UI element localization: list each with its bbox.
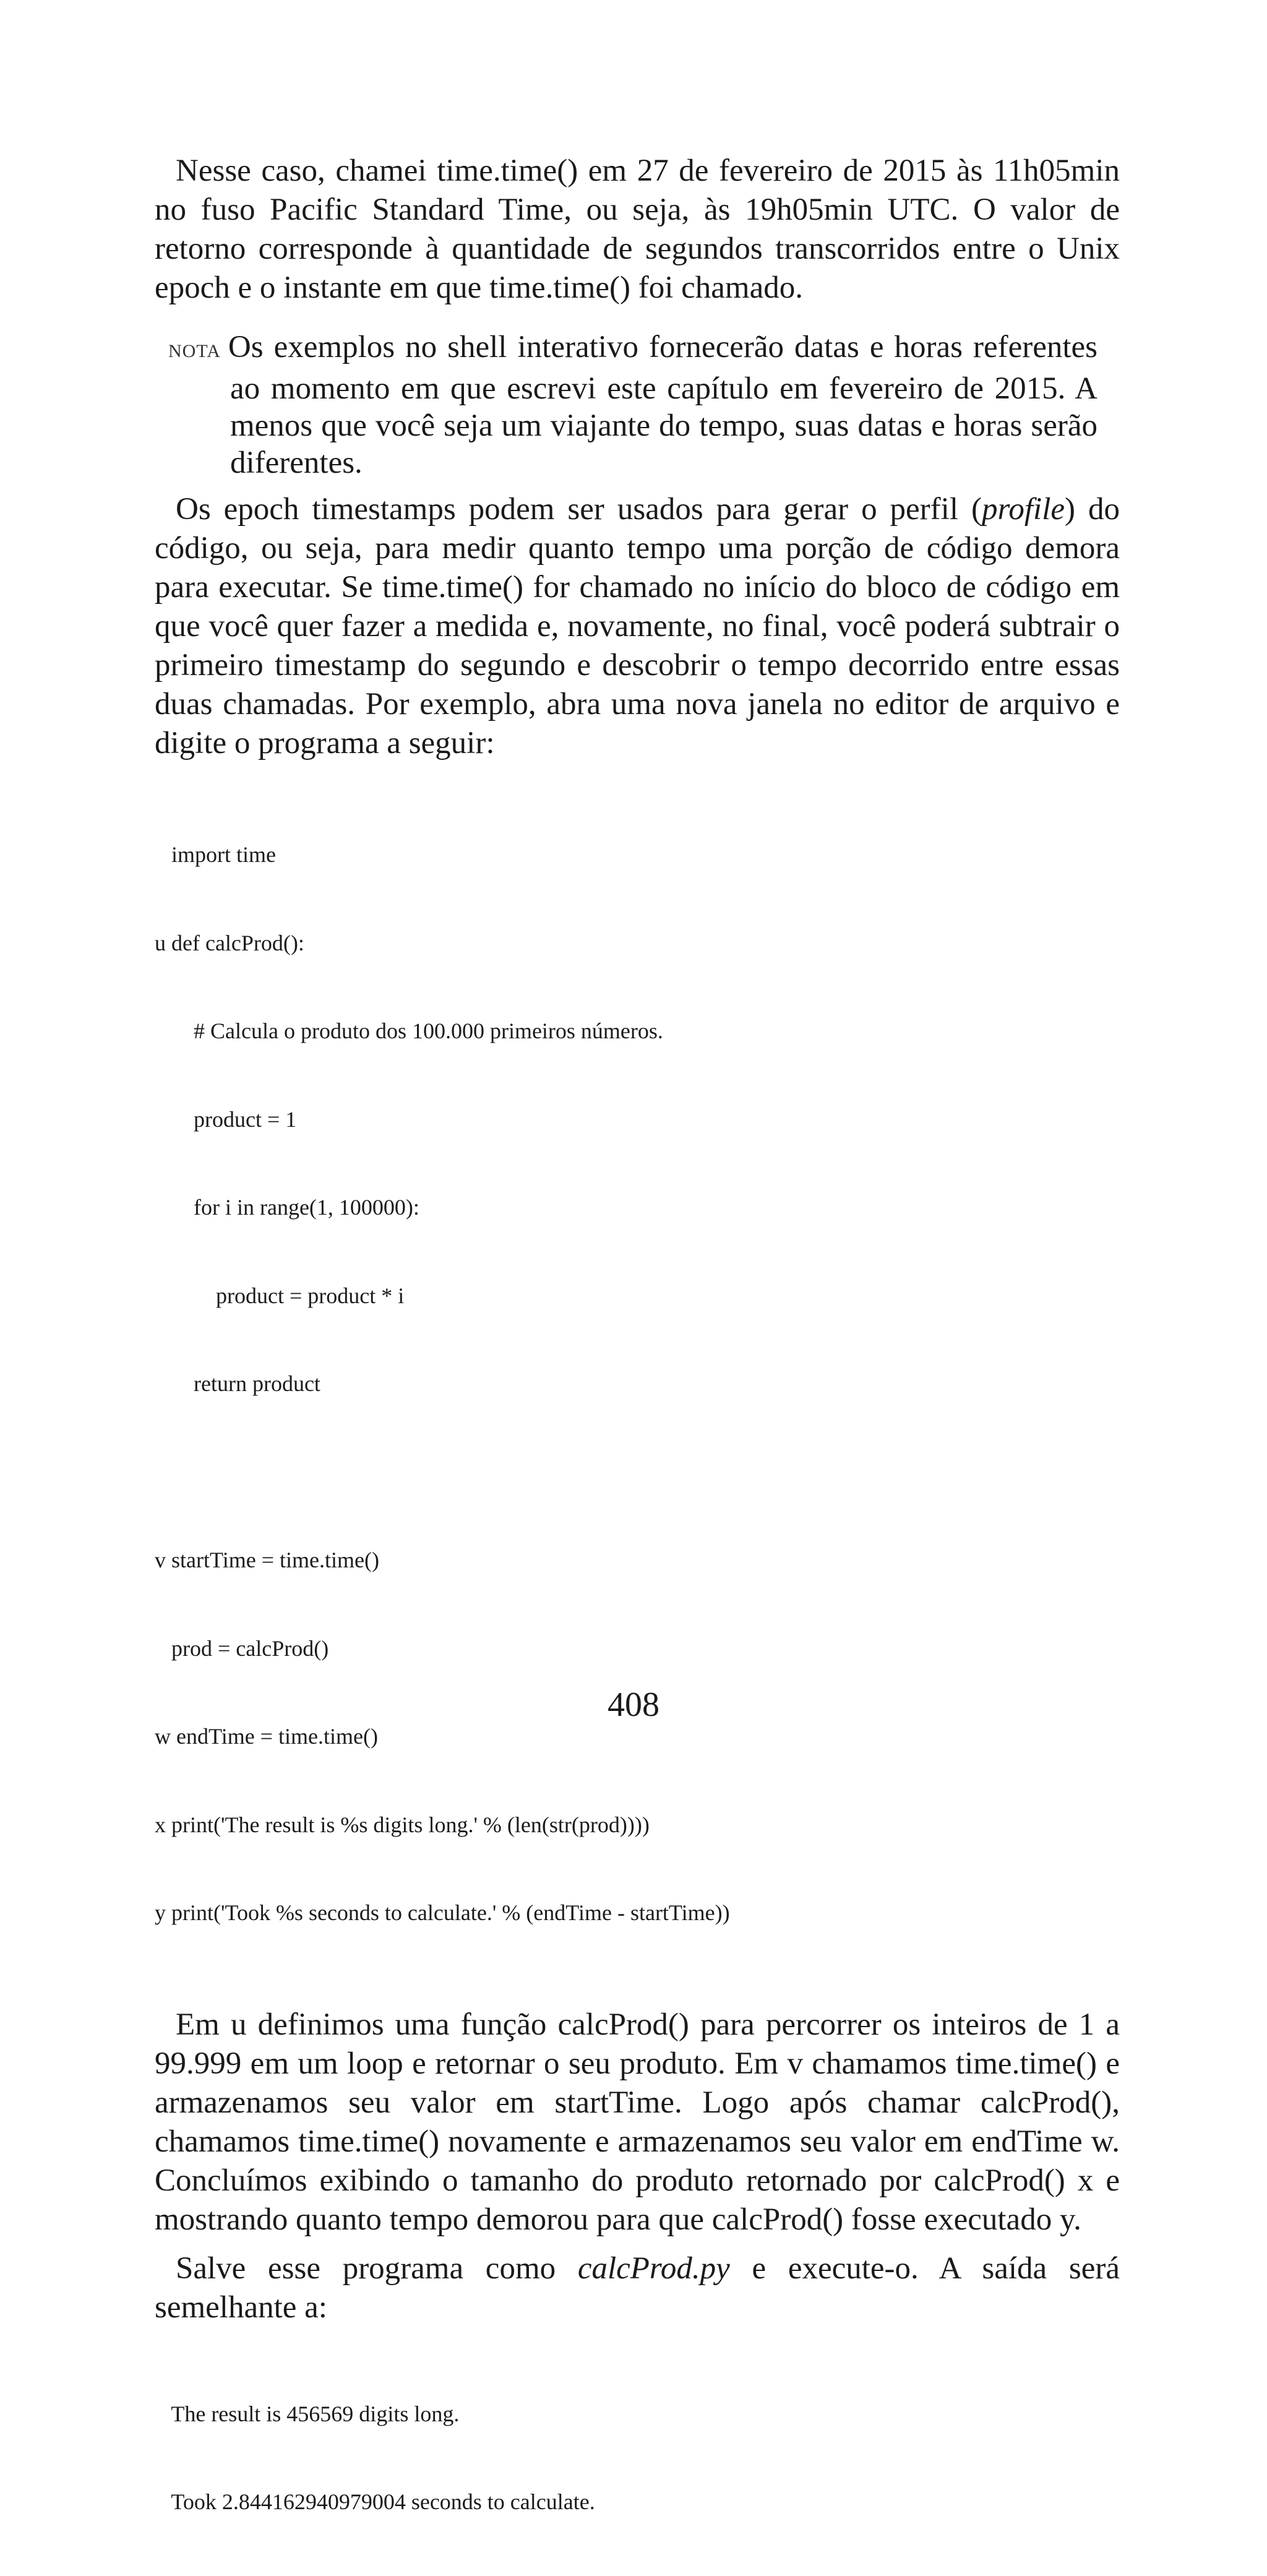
output-line: The result is 456569 digits long. bbox=[155, 2401, 460, 2426]
note-label: NOTA bbox=[168, 341, 221, 361]
code-line: x print('The result is %s digits long.' % (len(str(prod)))) bbox=[155, 1812, 650, 1837]
output-line: Took 2.844162940979004 seconds to calculate. bbox=[155, 2489, 595, 2514]
paragraph-profile-text-2: ) do código, ou seja, para medir quanto tempo uma porção de código demora para executar. Se time.time() for chamado no início do bloco de código em que você quer fazer a medida e, novamente, no final, você poderá subtrair o primeiro timestamp do segundo e descobrir o tempo decorrido entre essas duas chamadas. Por exemplo, abra uma nova janela no editor de arquivo e digite o programa a seguir: bbox=[155, 492, 1120, 760]
code-line: product = 1 bbox=[155, 1106, 297, 1132]
note-box bbox=[168, 329, 1097, 481]
code-listing bbox=[155, 782, 1120, 1987]
code-line: for i in range(1, 100000): bbox=[155, 1195, 419, 1220]
paragraph-profile-intro bbox=[155, 490, 1120, 763]
filename-italic: calcProd.py bbox=[577, 2251, 730, 2286]
code-line: y print('Took %s seconds to calculate.' % (endTime - startTime)) bbox=[155, 1900, 730, 1925]
paragraph-run-instructions bbox=[155, 2249, 1120, 2327]
paragraph-code-explanation: Em u definimos uma função calcProd() para percorrer os inteiros de 1 a 99.999 em um loop e retornar o seu produto. Em v chamamos time.time() e armazenamos seu valor em startTime. Logo após chamar calcProd(), chamamos time.time() novamente e armazenamos seu valor em endTime w. Concluímos exibindo o tamanho do produto retornado por calcProd() x e mostrando quanto tempo demorou para que calcProd() fosse executado y. bbox=[155, 2007, 1120, 2237]
code-line: # Calcula o produto dos 100.000 primeiros números. bbox=[155, 1019, 663, 1043]
code-line: prod = calcProd() bbox=[155, 1635, 329, 1661]
paragraph-profile-italic: profile bbox=[981, 492, 1065, 527]
code-line: v startTime = time.time() bbox=[155, 1548, 379, 1572]
program-output bbox=[155, 2341, 1120, 2576]
code-line: u def calcProd(): bbox=[155, 930, 304, 955]
page-content bbox=[155, 152, 1120, 2576]
note-text: Os exemplos no shell interativo fornecerão datas e horas referentes ao momento em que escrevi este capítulo em fevereiro de 2015. A menos que você seja um viajante do tempo, suas datas e horas serão diferentes. bbox=[228, 330, 1097, 480]
paragraph-run-text-1: Salve esse programa como bbox=[176, 2251, 578, 2286]
paragraph-epoch-explanation: Nesse caso, chamei time.time() em 27 de fevereiro de 2015 às 11h05min no fuso Pacific Standard Time, ou seja, às 19h05min UTC. O valor de retorno corresponde à quantidade de segundos transcorridos entre o Unix epoch e o instante em que time.time() foi chamado. bbox=[155, 153, 1120, 305]
code-line: import time bbox=[155, 842, 276, 867]
paragraph-profile-text-1: Os epoch timestamps podem ser usados para gerar o perfil ( bbox=[176, 492, 982, 527]
code-line: w endTime = time.time() bbox=[155, 1724, 378, 1749]
code-line-blank bbox=[155, 1458, 1120, 1488]
code-line: product = product * i bbox=[155, 1283, 405, 1308]
code-line: return product bbox=[155, 1371, 320, 1396]
paragraph-run-text-2: e execute-o. A saída será semelhante a: bbox=[155, 2251, 1120, 2325]
page-number: 408 bbox=[608, 1686, 659, 1724]
